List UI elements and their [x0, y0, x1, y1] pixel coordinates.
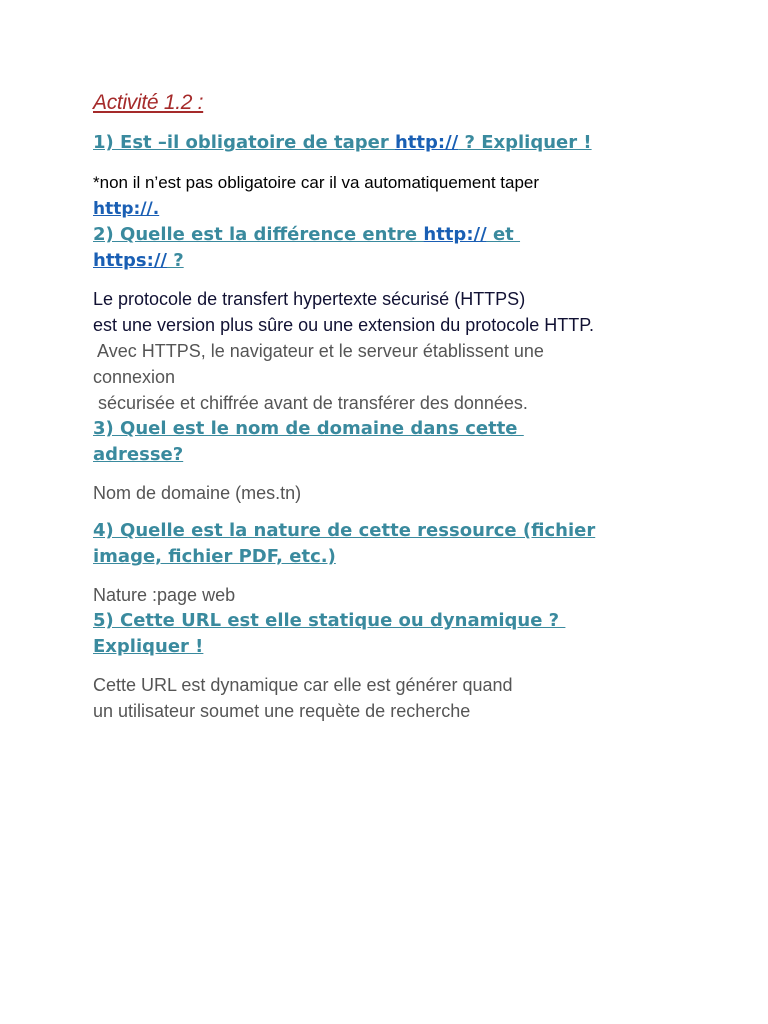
answer-5	[93, 672, 693, 724]
question-1-link[interactable]: http://	[394, 132, 459, 153]
answer-2-line-3: Avec HTTPS, le navigateur et le serveur établissent une	[93, 341, 544, 361]
answer-1-text: *non il n’est pas obligatoire car il va automatiquement taper	[93, 173, 540, 192]
question-4	[93, 518, 693, 570]
answer-4: Nature :page web	[93, 585, 236, 605]
question-2-line2-suffix: ?	[166, 250, 184, 271]
question-2-https-link[interactable]: https://	[93, 250, 167, 271]
answer-2-line-4: connexion	[93, 367, 176, 387]
question-1	[93, 130, 693, 156]
question-4-line-1: 4) Quelle est la nature de cette ressource (fichier	[93, 520, 596, 541]
answer-1	[93, 170, 693, 222]
question-2-line1-prefix: 2) Quelle est la différence entre	[93, 224, 424, 245]
answer-2	[93, 286, 693, 416]
question-2	[93, 222, 693, 274]
answer-2-line-1: Le protocole de transfert hypertexte sécurisé (HTTPS)	[93, 289, 526, 309]
answer-5-line-1: Cette URL est dynamique car elle est générer quand	[93, 675, 513, 695]
question-1-prefix: 1) Est –il obligatoire de taper	[93, 132, 395, 153]
answer-5-line-2: un utilisateur soumet une requète de recherche	[93, 701, 471, 721]
question-5-line-2: Expliquer !	[93, 636, 204, 657]
question-2-http-link[interactable]: http://	[423, 224, 487, 245]
answer-3: Nom de domaine (mes.tn)	[93, 483, 302, 503]
question-3-line-1: 3) Quel est le nom de domaine dans cette	[93, 418, 524, 439]
answer-2-line-5: sécurisée et chiffrée avant de transférer des données.	[93, 393, 528, 413]
question-4-line-2: image, fichier PDF, etc.)	[93, 546, 336, 567]
question-3	[93, 416, 693, 468]
question-2-line1-suffix: et	[486, 224, 521, 245]
question-5-line-1: 5) Cette URL est elle statique ou dynamique ?	[93, 610, 566, 631]
activity-title: Activité 1.2 :	[93, 91, 204, 114]
answer-1-link[interactable]: http://.	[93, 199, 160, 219]
document-page	[93, 88, 693, 724]
question-3-line-2: adresse?	[93, 444, 184, 465]
question-5	[93, 608, 693, 660]
question-1-suffix: ? Expliquer !	[458, 132, 592, 153]
answer-2-line-2: est une version plus sûre ou une extension du protocole HTTP.	[93, 315, 594, 335]
